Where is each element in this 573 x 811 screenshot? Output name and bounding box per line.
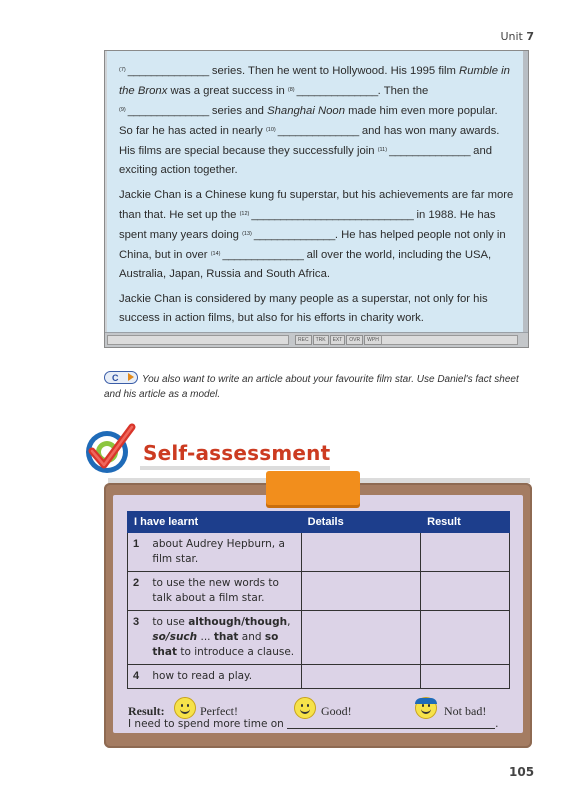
text: to introduce a clause. <box>180 646 295 658</box>
text: all over <box>306 249 343 261</box>
horizontal-scrollbar[interactable] <box>107 335 289 345</box>
result-label: Result: <box>128 704 165 718</box>
good-smiley-icon[interactable] <box>294 697 316 719</box>
status-field <box>381 335 518 345</box>
table-row <box>128 572 510 611</box>
details-cell[interactable] <box>301 611 421 665</box>
row-number: 4 <box>128 665 148 689</box>
unit-word: Unit <box>500 30 523 43</box>
blank[interactable]: ______________ <box>127 65 209 77</box>
section-c-badge <box>104 371 138 384</box>
blank-number: (10) <box>265 127 276 133</box>
blank-number: (9) <box>119 107 126 113</box>
not-bad-smiley-icon[interactable] <box>415 697 437 719</box>
keyword: that <box>213 631 239 643</box>
film-title: Shanghai Noon <box>267 105 345 117</box>
self-assessment-table <box>127 511 510 689</box>
text: popular. So far he has acted in nearly <box>119 105 498 137</box>
result-perfect: Perfect! <box>200 704 238 718</box>
status-cells <box>295 335 382 345</box>
blank[interactable]: ____________________________ <box>251 209 414 221</box>
header-result: Result <box>421 512 510 533</box>
need-more-time: I need to spend more time on . <box>128 718 499 730</box>
table-row <box>128 611 510 665</box>
blank[interactable]: ______________ <box>296 85 378 97</box>
result-cell[interactable] <box>421 665 510 689</box>
film-title: Rumble in the Bronx <box>119 65 510 97</box>
details-cell[interactable] <box>301 533 421 572</box>
text: Jackie Chan is a Chinese kung fu superstar, but his achievements are <box>119 189 469 201</box>
keyword: so that <box>152 631 279 658</box>
instruction <box>104 371 534 402</box>
row-text <box>147 611 301 665</box>
text: , <box>287 616 291 628</box>
text: helped people not only in China, but in over <box>119 229 506 261</box>
keyword: although/though <box>188 616 288 628</box>
page-number: 105 <box>509 765 535 779</box>
row-text: to use the new words to talk about a film star. <box>147 572 301 611</box>
instruction-text: You also want to write an article about your favourite film star. Use Daniel's fact sheet and his article as a model. <box>104 374 519 400</box>
text: the world, including the USA, Australia, Japan, Russia and South Africa. <box>119 249 492 280</box>
blank[interactable]: ______________ <box>389 145 471 157</box>
blank-number: (14) <box>210 251 221 257</box>
article-paragraph-1 <box>119 61 514 180</box>
status-cell: REC <box>295 335 312 345</box>
details-cell[interactable] <box>301 572 421 611</box>
text: the <box>412 85 429 97</box>
section-title: Self-assessment <box>143 441 331 465</box>
article-paragraph-2 <box>119 186 514 284</box>
need-text: I need to spend more time on <box>128 718 284 730</box>
blank-number: (8) <box>287 87 295 93</box>
vertical-scrollbar[interactable] <box>523 51 528 333</box>
blank-number: (11) <box>377 147 388 153</box>
row-number: 2 <box>128 572 148 611</box>
table-row <box>128 665 510 689</box>
blank-number: (12) <box>239 211 250 217</box>
details-cell[interactable] <box>301 665 421 689</box>
text: many awards. His films are special because they successfully join <box>119 125 500 157</box>
text: and exciting action together. <box>119 145 493 176</box>
result-cell[interactable] <box>421 611 510 665</box>
row-number: 3 <box>128 611 148 665</box>
title-underline <box>140 466 330 470</box>
unit-number: 7 <box>526 30 534 43</box>
text: made him even more <box>348 105 455 117</box>
blank[interactable]: ______________ <box>222 249 304 261</box>
text: was a great success in <box>170 85 285 97</box>
text: and has won <box>361 125 426 137</box>
header-learnt: I have learnt <box>128 512 302 533</box>
text: . Then <box>377 85 410 97</box>
text-editor-window <box>104 50 529 348</box>
text: and <box>241 631 262 643</box>
blank-number: (7) <box>119 67 126 73</box>
text: to use <box>152 616 185 628</box>
keyword: so/such <box>152 631 198 643</box>
blank[interactable]: ______________ <box>253 229 335 241</box>
blank[interactable]: ______________ <box>277 125 359 137</box>
result-good: Good! <box>321 704 352 718</box>
text: series and <box>211 105 264 117</box>
editor-page[interactable] <box>107 51 525 333</box>
row-text: how to read a play. <box>147 665 301 689</box>
result-not-bad: Not bad! <box>444 704 487 718</box>
perfect-smiley-icon[interactable] <box>174 697 196 719</box>
text: series. Then he went to Hollywood. His 1995 film <box>211 65 456 77</box>
result-cell[interactable] <box>421 533 510 572</box>
table-row <box>128 533 510 572</box>
status-cell: WPH <box>364 335 382 345</box>
status-cell: TRK <box>313 335 329 345</box>
text: in 1988. He has spent many years doing <box>119 209 496 241</box>
unit-label <box>500 30 534 43</box>
result-cell[interactable] <box>421 572 510 611</box>
checkmark-target-icon <box>80 421 138 479</box>
table-header-row <box>128 512 510 533</box>
text: . He has <box>334 229 377 241</box>
arrow-icon <box>128 373 134 381</box>
blank-number: (13) <box>242 231 252 237</box>
orange-tab <box>266 471 360 505</box>
status-bar <box>105 332 528 347</box>
answer-line[interactable] <box>287 718 495 729</box>
row-text: about Audrey Hepburn, a film star. <box>147 533 301 572</box>
text: ... <box>200 631 211 643</box>
blank[interactable]: ______________ <box>127 105 209 117</box>
text: far more than that. He set up the <box>119 189 514 221</box>
text: his success in action films, but also for his efforts in charity work. <box>119 293 488 324</box>
article-paragraph-3 <box>119 290 514 328</box>
badge-letter: C <box>112 373 119 383</box>
status-cell: EXT <box>330 335 346 345</box>
row-number: 1 <box>128 533 148 572</box>
header-details: Details <box>301 512 421 533</box>
status-cell: OVR <box>346 335 363 345</box>
text: Jackie Chan is considered by many people as a superstar, not only for <box>119 293 471 305</box>
